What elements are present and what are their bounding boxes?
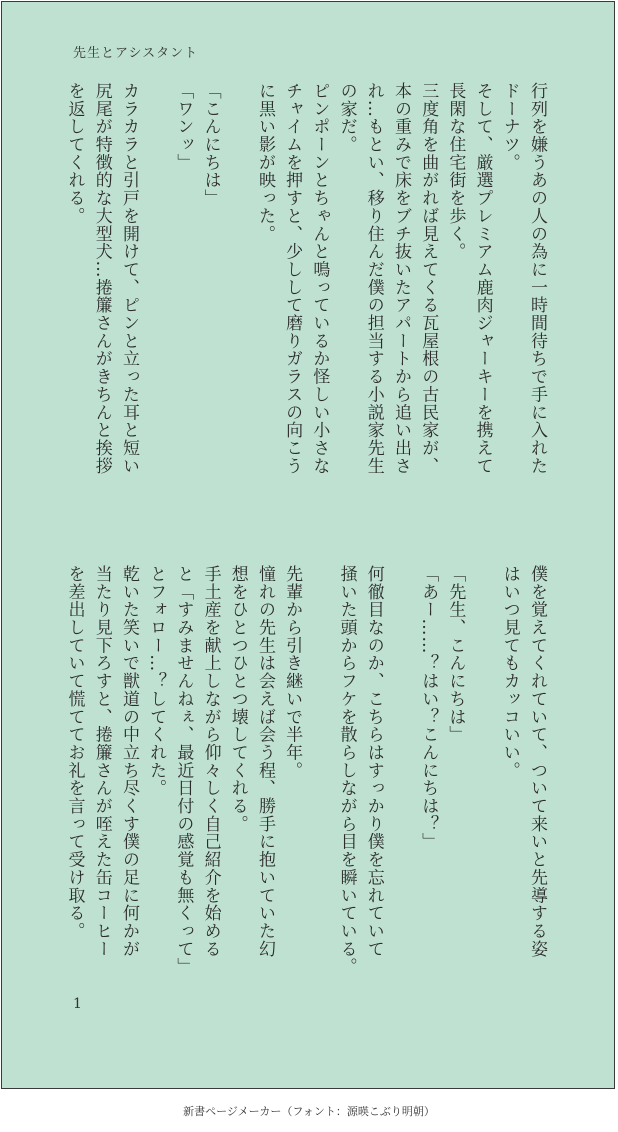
text-line: 想をひとつひとつ壊してくれる。	[227, 565, 248, 833]
text-line	[305, 565, 332, 1025]
text-line	[468, 565, 495, 1025]
text-line: 掻いた頭からフケを散らしながら目を瞬いている。	[336, 565, 357, 976]
text-line: ドーナツ。	[499, 82, 520, 172]
text-line: に黒い影が映った。	[254, 82, 275, 243]
text-line: 手土産を献上しながら仰々しく自己紹介を始める	[200, 565, 221, 958]
text-line: 何徹目なのか、こちらはすっかり僕を忘れていて	[363, 565, 384, 958]
text-line: カラカラと引戸を開けて、ピンと立った耳と短い	[118, 82, 139, 475]
text-line: の家だ。	[336, 82, 357, 154]
text-line: 長閑な住宅街を歩く。	[445, 82, 466, 261]
text-line	[142, 82, 169, 542]
text-line: 行列を嫌うあの人の為に一時間待ちで手に入れた	[527, 82, 547, 475]
text-line: を返してくれる。	[64, 82, 85, 225]
text-column-top	[60, 82, 550, 542]
book-title: 先生とアシスタント	[73, 46, 199, 61]
text-column-bottom	[60, 565, 550, 1025]
footer-credit: 新書ページメーカー（フォント：源暎こぶり明朝）	[183, 1105, 435, 1118]
text-line: 三度角を曲がれば見えてくる瓦屋根の古民家が、	[418, 82, 439, 475]
text-line: 「ワンッ」	[173, 82, 194, 172]
text-line: そして、厳選プレミアム鹿肉ジャーキーを携えて	[472, 82, 493, 475]
text-line: とフォロー…？してくれた。	[146, 565, 167, 798]
text-line: れ…もとい、移り住んだ僕の担当する小説家先生	[363, 82, 384, 475]
text-line: 先輩から引き継いで半年。	[282, 565, 303, 780]
text-line: 「こんにちは」	[200, 82, 221, 207]
text-line: はいつ見てもカッコいい。	[499, 565, 520, 780]
text-line: と「すみませんねぇ、最近日付の感覚も無くって」	[173, 565, 194, 976]
text-line: 当たり見下ろすと、捲簾さんが咥えた缶コーヒー	[91, 565, 112, 958]
text-line: チャイムを押すと、少しして磨りガラスの向こう	[282, 82, 303, 475]
text-line	[387, 565, 414, 1025]
text-line: 乾いた笑いで獣道の中立ち尽くす僕の足に何かが	[118, 565, 139, 958]
text-line	[224, 82, 251, 542]
text-line: 「あー……？はい？こんにちは？」	[418, 565, 439, 851]
text-line: 僕を覚えてくれていて、ついて来いと先導する姿	[527, 565, 547, 958]
text-line: 本の重みで床をブチ抜いたアパートから追い出さ	[390, 82, 411, 475]
book-page	[1, 1, 615, 1089]
text-line: 「先生、こんにちは」	[445, 565, 466, 744]
text-line: を差出していて慌ててお礼を言って受け取る。	[64, 565, 85, 940]
text-line: 憧れの先生は会えば会う程、勝手に抱いていた幻	[254, 565, 275, 958]
text-line: ピンポーンとちゃんと鳴っているか怪しい小さな	[309, 82, 330, 475]
text-line: 尻尾が特徴的な大型犬…捲簾さんがきちんと挨拶	[91, 82, 112, 475]
page-number: 1	[73, 996, 82, 1012]
